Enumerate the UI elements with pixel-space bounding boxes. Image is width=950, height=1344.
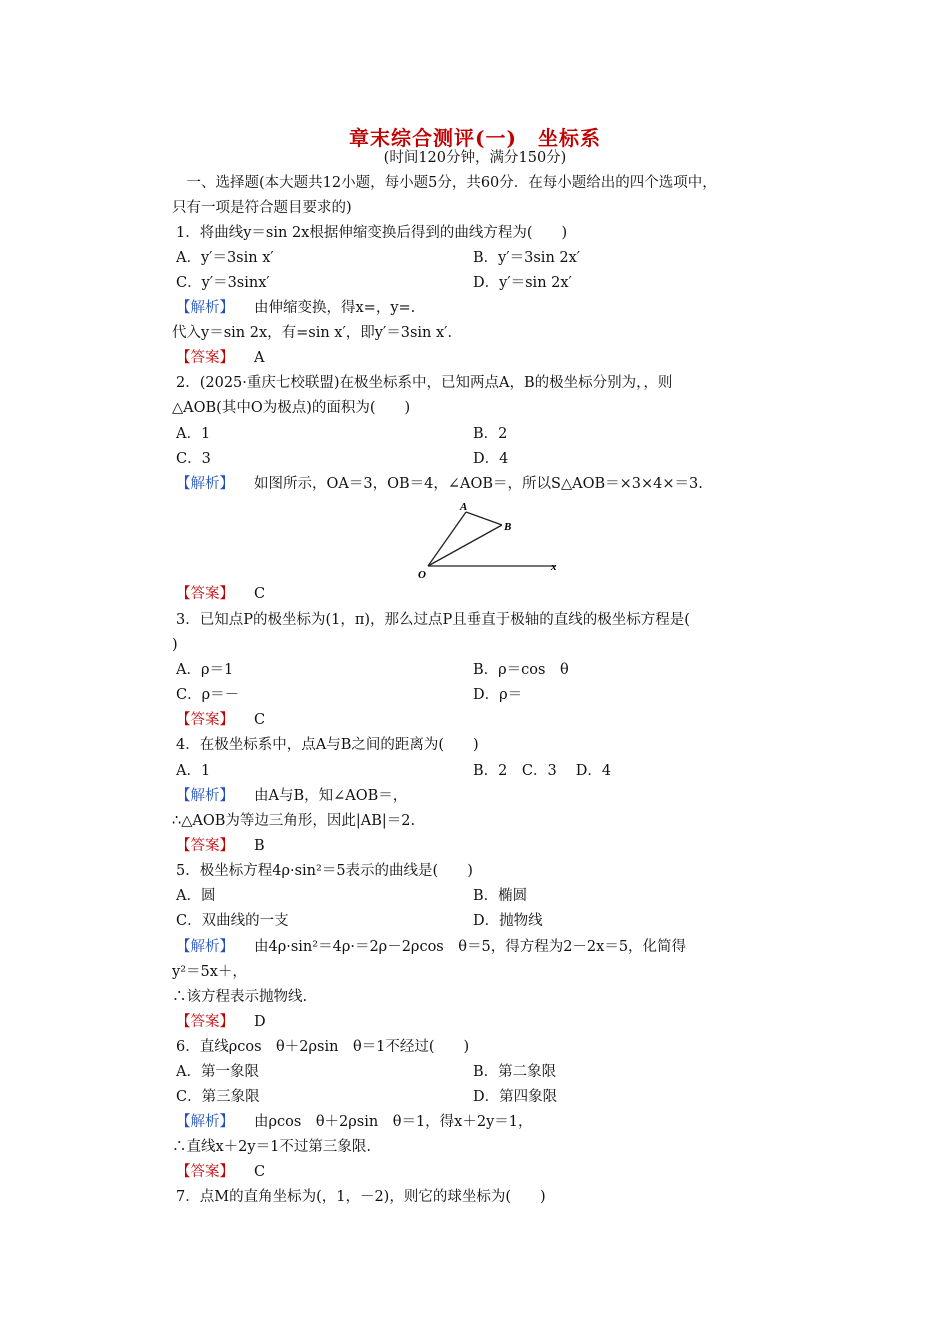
segment-oa	[428, 512, 466, 566]
page-subtitle: (时间120分钟，满分150分)	[383, 150, 567, 166]
analysis-tag: 【解析】	[176, 476, 234, 492]
q4-options-bcd: B．2 C．3 D．4	[473, 763, 612, 779]
q5-option-b: B．椭圆	[473, 888, 528, 904]
q4-answer-value: B	[254, 838, 265, 854]
q5-stem: 5．极坐标方程4ρ·sin²＝5表示的曲线是( )	[176, 863, 473, 879]
q6-stem: 6．直线ρcos θ＋2ρsin θ＝1不经过( )	[176, 1039, 470, 1055]
q5-analysis-line2: y²＝5x＋，	[172, 964, 247, 980]
triangle-aob-figure	[414, 498, 564, 582]
q5-analysis-line3: ∴该方程表示抛物线.	[172, 989, 308, 1005]
q6-analysis	[176, 1110, 816, 1135]
q3-option-a: A．ρ＝1	[176, 662, 234, 678]
q3-answer	[176, 708, 816, 733]
q3-option-c: C．ρ＝－	[176, 687, 240, 703]
q1-answer-value: A	[254, 350, 265, 366]
q6-answer	[176, 1160, 816, 1185]
q4-answer	[176, 834, 816, 859]
q6-option-c: C．第三象限	[176, 1089, 260, 1105]
label-a: A	[460, 501, 468, 513]
answer-tag: 【答案】	[176, 350, 234, 366]
q5-option-d: D．抛物线	[473, 913, 543, 929]
q2-stem-line2: △AOB(其中O为极点)的面积为( )	[172, 400, 411, 416]
page-title: 章末综合测评(一) 坐标系	[349, 126, 601, 150]
q5-analysis-text: 由4ρ·sin²＝4ρ·＝2ρ－2ρcos θ＝5，得方程为2－2x＝5，化简得	[254, 939, 687, 955]
q1-option-b: B．y′＝3sin 2x′	[473, 250, 581, 266]
section-instructions-line2: 只有一项是符合题目要求的)	[172, 200, 352, 216]
analysis-tag: 【解析】	[176, 939, 234, 955]
q3-option-b: B．ρ＝cos θ	[473, 662, 569, 678]
q3-stem-line2: )	[172, 637, 178, 653]
q6-option-a: A．第一象限	[176, 1064, 259, 1080]
q5-answer-value: D	[254, 1014, 266, 1030]
q1-option-a: A．y′＝3sin x′	[176, 250, 274, 266]
q6-answer-value: C	[254, 1164, 266, 1180]
q2-analysis	[176, 472, 816, 497]
q2-option-b: B．2	[473, 426, 508, 442]
q3-option-d: D．ρ＝	[473, 687, 523, 703]
segment-ob	[428, 525, 502, 566]
q2-answer	[176, 582, 816, 607]
answer-tag: 【答案】	[176, 1014, 234, 1030]
analysis-tag: 【解析】	[176, 788, 234, 804]
answer-tag: 【答案】	[176, 586, 234, 602]
q4-analysis-text: 由A与B，知∠AOB＝，	[254, 788, 408, 804]
q5-option-a: A．圆	[176, 888, 216, 904]
q4-option-a: A．1	[176, 763, 211, 779]
q6-option-b: B．第二象限	[473, 1064, 557, 1080]
q2-option-d: D．4	[473, 451, 509, 467]
q6-analysis-line2: ∴直线x＋2y＝1不过第三象限.	[172, 1139, 371, 1155]
q1-analysis-line2: 代入y＝sin 2x，有=sin x′，即y′＝3sin x′．	[172, 325, 462, 341]
answer-tag: 【答案】	[176, 838, 234, 854]
q1-option-d: D．y′＝sin 2x′	[473, 275, 572, 291]
q1-answer	[176, 346, 816, 371]
q1-analysis	[176, 296, 816, 321]
q1-stem: 1．将曲线y＝sin 2x根据伸缩变换后得到的曲线方程为( )	[176, 225, 568, 241]
q5-answer	[176, 1010, 816, 1035]
q2-analysis-text: 如图所示，OA＝3，OB＝4，∠AOB＝，所以S△AOB＝×3×4×＝3.	[254, 476, 703, 492]
q2-answer-value: C	[254, 586, 266, 602]
q5-analysis	[176, 935, 816, 960]
q5-option-c: C．双曲线的一支	[176, 913, 289, 929]
q2-option-a: A．1	[176, 426, 211, 442]
q3-answer-value: C	[254, 712, 266, 728]
answer-tag: 【答案】	[176, 712, 234, 728]
q1-option-c: C．y′＝3sinx′	[176, 275, 270, 291]
q2-option-c: C．3	[176, 451, 211, 467]
label-o: O	[418, 569, 426, 581]
label-b: B	[504, 521, 512, 533]
q4-stem: 4．在极坐标系中，点A与B之间的距离为( )	[176, 737, 479, 753]
section-instructions-line1: 一、选择题(本大题共12小题，每小题5分，共60分．在每小题给出的四个选项中，	[172, 175, 717, 191]
analysis-tag: 【解析】	[176, 1114, 234, 1130]
q1-analysis-text: 由伸缩变换，得x=，y=.	[254, 300, 416, 316]
q6-analysis-text: 由ρcos θ＋2ρsin θ＝1，得x＋2y＝1，	[254, 1114, 533, 1130]
q6-option-d: D．第四象限	[473, 1089, 558, 1105]
analysis-tag: 【解析】	[176, 300, 234, 316]
label-x: x	[551, 561, 557, 573]
answer-tag: 【答案】	[176, 1164, 234, 1180]
q7-stem: 7．点M的直角坐标为(，1，－2)，则它的球坐标为( )	[176, 1189, 546, 1205]
q4-analysis	[176, 784, 816, 809]
q3-stem-line1: 3．已知点P的极坐标为(1，π)，那么过点P且垂直于极轴的直线的极坐标方程是(	[176, 612, 690, 628]
q2-stem-line1: 2．(2025·重庆七校联盟)在极坐标系中，已知两点A，B的极坐标分别为，，则	[176, 375, 673, 391]
segment-ab	[466, 512, 502, 525]
q4-analysis-line2: ∴△AOB为等边三角形，因此|AB|＝2.	[172, 813, 416, 829]
